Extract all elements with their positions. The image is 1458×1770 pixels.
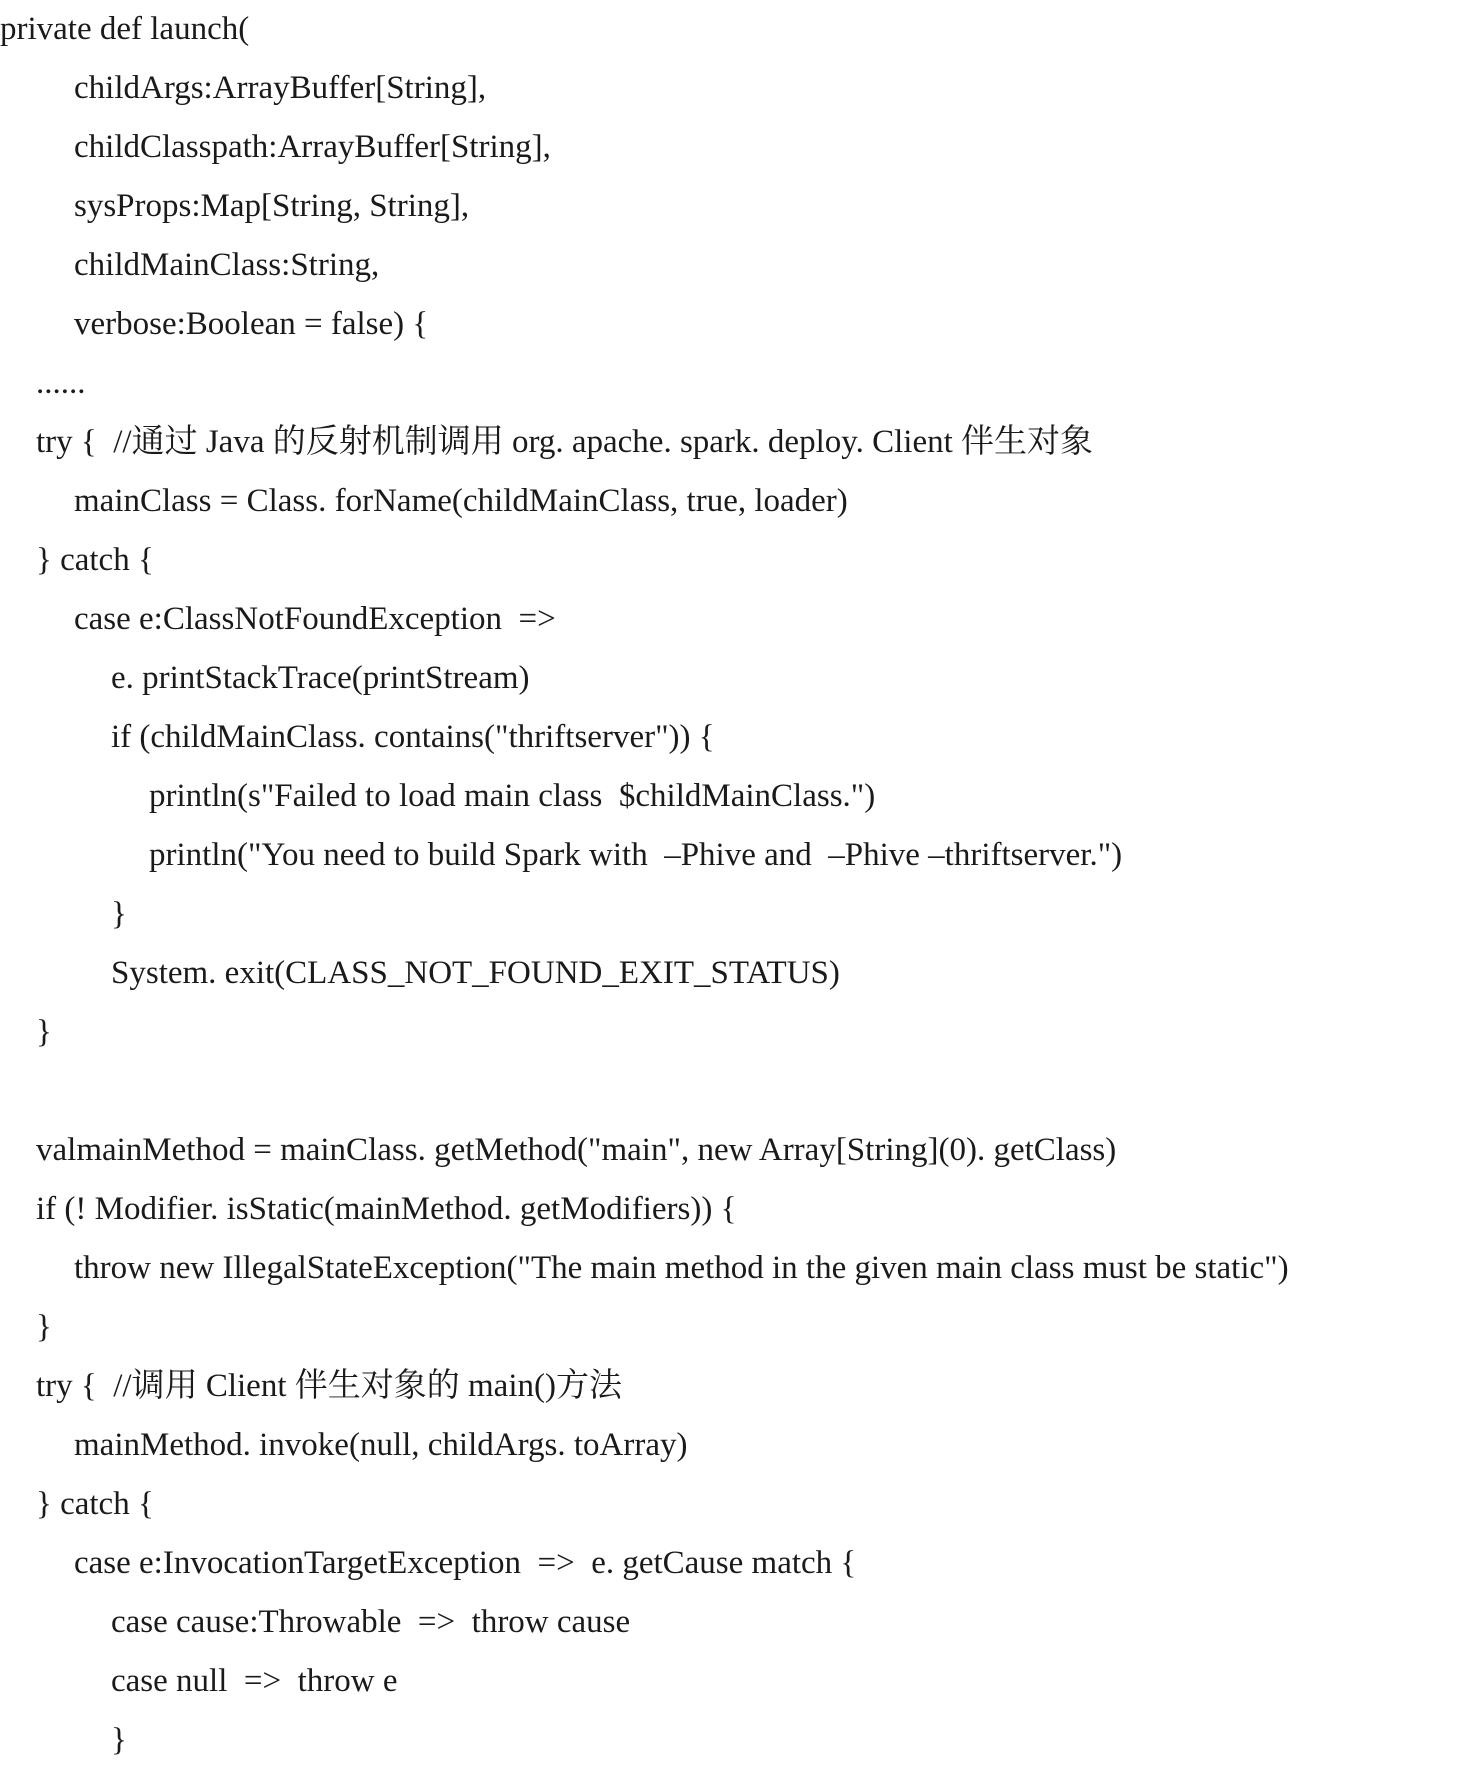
code-line: try { //调用 Client 伴生对象的 main()方法 [36,1368,622,1404]
code-line: } catch { [36,542,154,578]
code-line: case null => throw e [111,1663,398,1699]
code-line: try { //通过 Java 的反射机制调用 org. apache. spark. deploy. Client 伴生对象 [36,424,1094,460]
code-line: childClasspath:ArrayBuffer[String], [74,129,551,165]
code-line: mainClass = Class. forName(childMainClass, true, loader) [74,483,848,519]
code-line: println(s"Failed to load main class $childMainClass.") [149,778,876,814]
code-line: mainMethod. invoke(null, childArgs. toArray) [74,1427,688,1463]
code-line: } [36,1309,52,1345]
code-line: ...... [36,365,86,401]
code-line: verbose:Boolean = false) { [74,306,429,342]
code-line: case cause:Throwable => throw cause [111,1604,631,1640]
code-line: valmainMethod = mainClass. getMethod("main", new Array[String](0). getClass) [36,1132,1117,1168]
code-line: if (! Modifier. isStatic(mainMethod. getModifiers)) { [36,1191,737,1227]
code-line: System. exit(CLASS_NOT_FOUND_EXIT_STATUS) [111,955,840,991]
code-line: if (childMainClass. contains("thriftserver")) { [111,719,715,755]
code-line: throw new IllegalStateException("The main method in the given main class must be static") [74,1250,1289,1286]
code-line: childMainClass:String, [74,247,380,283]
code-line: e. printStackTrace(printStream) [111,660,530,696]
code-line: } [111,1722,127,1758]
code-line: } [36,1014,52,1050]
code-line: private def launch( [0,11,250,47]
code-line: sysProps:Map[String, String], [74,188,470,224]
code-line: case e:ClassNotFoundException => [74,601,556,637]
code-line [0,1062,36,1121]
code-line: case e:InvocationTargetException => e. getCause match { [74,1545,857,1581]
code-line: println("You need to build Spark with –Phive and –Phive –thriftserver.") [149,837,1123,873]
code-line: } [111,896,127,932]
code-line: } catch { [36,1486,154,1522]
code-line: childArgs:ArrayBuffer[String], [74,70,487,106]
